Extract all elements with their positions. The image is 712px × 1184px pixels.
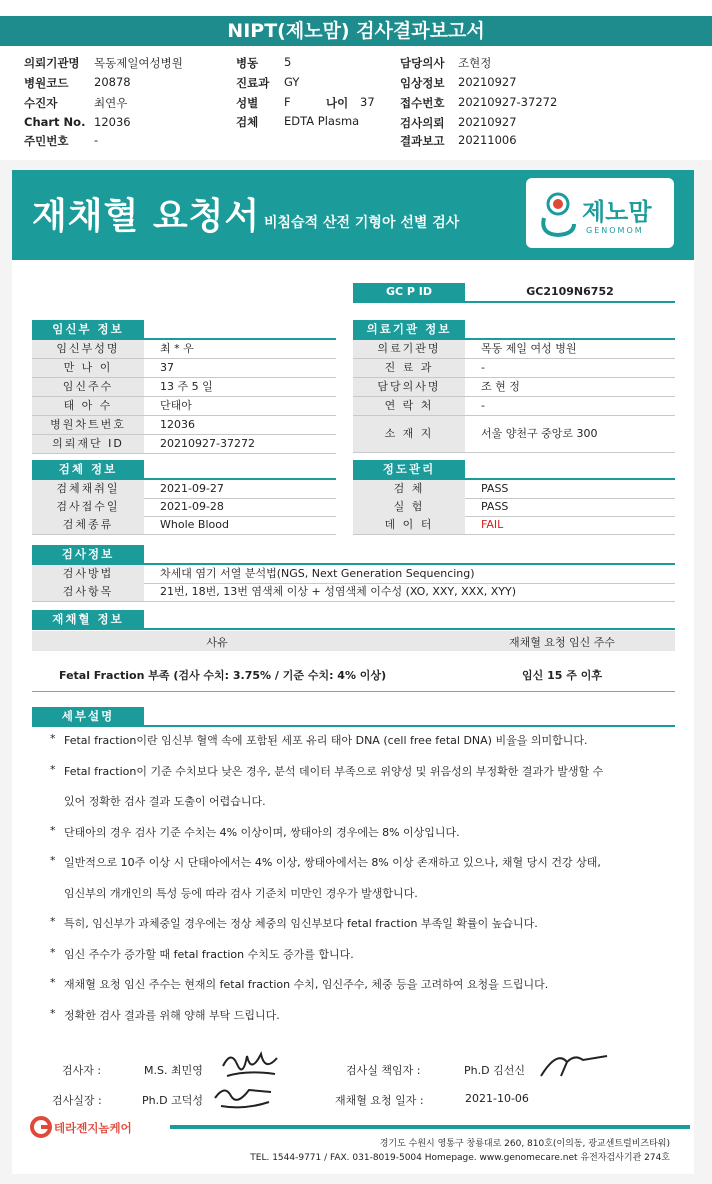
row-label: 검체채취일: [32, 480, 144, 498]
gcpid-value: GC2109N6752: [526, 285, 614, 298]
report-title: NIPT(제노맘) 검사결과보고서: [0, 16, 712, 46]
field-label: 결과보고: [400, 134, 445, 148]
gcpid-underline: [353, 301, 675, 303]
row-divider: [32, 534, 336, 535]
section-details: 세부설명: [32, 707, 144, 725]
field-value: 20878: [94, 75, 131, 89]
row-label: 검체종류: [32, 516, 144, 534]
section-qc: 정도관리: [353, 460, 465, 478]
note-text: 재채혈 요청 임신 주수는 현재의 fetal fraction 수치, 임신주수, 체중 등을 고려하여 요청을 드립니다.: [64, 978, 549, 991]
row-value: 서울 양천구 중앙로 300: [481, 427, 598, 440]
field-value: F: [284, 95, 291, 109]
row-label: 연 락 처: [353, 397, 465, 415]
row-label: 검사접수일: [32, 498, 144, 516]
note-bullet: *: [50, 915, 56, 928]
row-label: 데 이 터: [353, 516, 465, 534]
field-value: EDTA Plasma: [284, 114, 360, 128]
section-line: [32, 725, 675, 727]
banner-subtitle: 비침습적 산전 기형아 선별 검사: [264, 215, 460, 231]
lab-head-signature-icon: [209, 1078, 279, 1112]
responsible-label: 검사실 책임자 :: [346, 1064, 421, 1077]
section-specimen: 검체 정보: [32, 460, 144, 478]
responsible-name: Ph.D 김선신: [464, 1064, 525, 1077]
row-value: 차세대 염기 서열 분석법(NGS, Next Generation Sequencing): [160, 567, 475, 580]
row-label: 담당의사명: [353, 378, 465, 396]
section-patient: 임신부 정보: [32, 320, 144, 338]
redraw-reason: Fetal Fraction 부족 (검사 수치: 3.75% / 기준 수치: 4% 이상): [59, 669, 387, 682]
note-text: 특히, 임신부가 과체중일 경우에는 정상 체중의 임신부보다 fetal fraction 부족일 확률이 높습니다.: [64, 917, 538, 930]
field-value: GY: [284, 75, 300, 89]
field-value: 조현정: [458, 56, 492, 70]
field-label: Chart No.: [24, 115, 86, 129]
note-bullet: *: [50, 762, 56, 776]
row-label: 소 재 지: [353, 416, 465, 452]
lab-head-name: Ph.D 고덕성: [142, 1094, 203, 1107]
note-bullet: *: [50, 854, 56, 867]
row-label: 의료기관명: [353, 340, 465, 358]
row-divider: [353, 452, 675, 453]
note-bullet: *: [50, 945, 56, 959]
row-value: -: [481, 361, 485, 374]
responsible-signature-icon: [537, 1046, 617, 1082]
row-divider: [32, 691, 675, 692]
redraw-week: 임신 15 주 이후: [522, 669, 602, 682]
field-label: 담당의사: [400, 56, 445, 70]
row-value: 21번, 18번, 13번 염색체 이상 + 성염색체 이수성 (XO, XXY, XXX, XYY): [160, 585, 516, 598]
row-value: -: [481, 399, 485, 412]
field-label: 진료과: [236, 76, 270, 90]
note-text: Fetal fraction이란 임신부 혈액 속에 포함된 세포 유리 태아 DNA (cell free fetal DNA) 비율을 의미합니다.: [64, 734, 588, 747]
row-value: 2021-09-27: [160, 482, 224, 495]
row-label: 의뢰재단 ID: [32, 435, 144, 453]
note-text: 단태아의 경우 검사 기준 수치는 4% 이상이며, 쌍태아의 경우에는 8% 이상입니다.: [64, 825, 460, 839]
field-value: 목동제일여성병원: [94, 56, 183, 70]
row-label: 만 나 이: [32, 359, 144, 377]
field-value: 37: [360, 95, 375, 109]
logo-subtext: GENOMOM: [586, 226, 644, 235]
note-text: 일반적으로 10주 이상 시 단태아에서는 4% 이상, 쌍태아에서는 8% 이상 존재하고 있으나, 채혈 당시 건강 상태,: [64, 856, 601, 869]
company-name: 테라젠지놈케어: [54, 1121, 132, 1135]
note-bullet: *: [50, 1006, 56, 1020]
field-label: 의뢰기관명: [24, 56, 80, 70]
field-label: 임상정보: [400, 76, 445, 90]
field-value: 20210927-37272: [458, 95, 558, 109]
note-bullet: *: [50, 976, 56, 989]
row-label: 병원차트번호: [32, 416, 144, 434]
field-label: 검사의뢰: [400, 116, 445, 130]
banner-title: 재채혈 요청서: [32, 196, 261, 237]
row-value: FAIL: [481, 518, 504, 531]
row-label: 임신주수: [32, 378, 144, 396]
field-label: 수진자: [24, 96, 58, 110]
tester-label: 검사자 :: [62, 1064, 102, 1077]
field-value: 20210927: [458, 75, 517, 89]
section-redraw: 재채혈 정보: [32, 610, 144, 628]
row-value: 37: [160, 361, 174, 374]
redraw-date-label: 재채혈 요청 일자 :: [335, 1094, 424, 1107]
field-label: 병동: [236, 56, 259, 70]
note-text: 임신 주수가 증가할 때 fetal fraction 수치도 증가를 합니다.: [64, 947, 354, 961]
row-value: Whole Blood: [160, 518, 229, 531]
request-document: [12, 170, 694, 1174]
row-value: 단태아: [160, 399, 192, 412]
section-institution: 의료기관 정보: [353, 320, 465, 338]
row-value: 12036: [160, 418, 195, 431]
section-test: 검사정보: [32, 545, 144, 563]
row-divider: [32, 453, 336, 454]
redraw-col-week: 재채혈 요청 임신 주수: [508, 636, 616, 649]
row-value: PASS: [481, 482, 509, 495]
report-header: [0, 0, 712, 160]
company-address: 경기도 수원시 영통구 창룡대로 260, 810호(이의동, 광교센트럴비즈타워): [379, 1139, 670, 1149]
row-value: 조 현 정: [481, 380, 520, 393]
lab-head-label: 검사실장 :: [52, 1094, 102, 1107]
field-label: 나이: [326, 96, 349, 110]
row-value: 최 * 우: [160, 342, 194, 355]
redraw-date: 2021-10-06: [465, 1092, 529, 1105]
row-divider: [32, 601, 675, 602]
company-logo-icon: [30, 1116, 52, 1138]
row-label: 진 료 과: [353, 359, 465, 377]
note-bullet: *: [50, 823, 56, 837]
logo-text: 제노맘: [582, 198, 652, 226]
note-text: Fetal fraction이 기준 수치보다 낮은 경우, 분석 데이터 부족으로 위양성 및 위음성의 부정확한 결과가 발생할 수: [64, 764, 604, 778]
field-value: 5: [284, 55, 292, 69]
row-value: 13 주 5 일: [160, 380, 213, 393]
field-value: 최연우: [94, 96, 128, 110]
row-label: 태 아 수: [32, 397, 144, 415]
row-divider: [353, 534, 675, 535]
genomom-logo: [526, 178, 674, 248]
footer-bar: [170, 1125, 690, 1129]
field-value: 12036: [94, 115, 131, 129]
row-label: 임신부성명: [32, 340, 144, 358]
company-contact: TEL. 1544-9771 / FAX. 031-8019-5004 Homepage. www.genomecare.net 유전자검사기관 274호: [250, 1153, 670, 1163]
field-value: -: [94, 133, 99, 147]
row-value: 목동 제일 여성 병원: [481, 342, 577, 355]
field-label: 병원코드: [24, 76, 69, 90]
note-text: 임신부의 개개인의 특성 등에 따라 검사 기준치 미만인 경우가 발생합니다.: [64, 886, 418, 900]
field-label: 성별: [236, 96, 259, 110]
gcpid-label: GC P ID: [353, 283, 465, 301]
row-value: PASS: [481, 500, 509, 513]
row-label: 실 험: [353, 498, 465, 516]
row-value: 2021-09-28: [160, 500, 224, 513]
field-value: 20211006: [458, 133, 517, 147]
field-label: 검체: [236, 115, 259, 129]
note-bullet: *: [50, 732, 56, 745]
field-label: 접수번호: [400, 96, 445, 110]
note-text: 있어 정확한 검사 결과 도출이 어렵습니다.: [64, 795, 266, 808]
field-label: 주민번호: [24, 134, 69, 148]
field-value: 20210927: [458, 115, 517, 129]
row-label: 검사방법: [32, 565, 144, 583]
banner: [12, 170, 694, 260]
row-value: 20210927-37272: [160, 437, 255, 450]
redraw-col-reason: 사유: [206, 636, 228, 649]
row-label: 검 체: [353, 480, 465, 498]
logo-mark-icon: [536, 188, 580, 238]
note-text: 정확한 검사 결과를 위해 양해 부탁 드립니다.: [64, 1008, 280, 1022]
row-label: 검사항목: [32, 583, 144, 601]
section-line: [32, 628, 675, 630]
tester-name: M.S. 최민영: [144, 1064, 203, 1077]
